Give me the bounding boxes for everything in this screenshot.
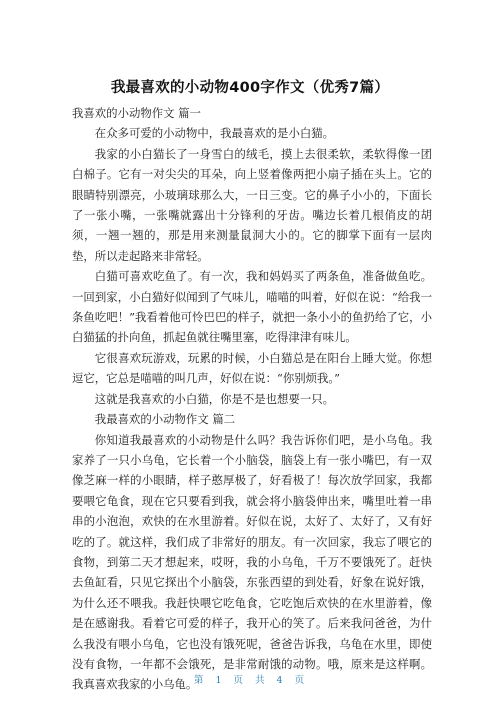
footer-label-total: 共 [255,675,267,686]
footer-current-page: 1 [215,675,224,686]
footer-label-page: 第 [193,675,206,686]
section-heading: 我喜欢的小动物作文 篇一 [72,106,201,120]
footer-total-pages: 4 [276,675,285,686]
paragraph: 你知道我最喜欢的小动物是什么吗？我告诉你们吧，是小乌龟。我家养了一只小乌龟，它长着一个小脑袋，脑袋上有一张小嘴巴，有一双像芝麻一样的小眼睛，样子憨厚极了，好看极了！每次放学回家，我都要喂它龟食，现在它只要看到我，就会将小脑袋伸出来，嘴里吐着一串串的小泡泡，欢快的在水里游着。好似在说，太好了、太好了，又有好吃的了。就这样，我们成了非常好的朋友。有一次回家，我忘了喂它的食物，到第二天才想起来，哎呀，我的小乌龟，千万不要饿死了。赶快去鱼缸看，只见它探出个小脑袋，东张西望的到处看，好象在说好饿，为什么还不喂我。我赶快喂它吃龟食，它吃饱后欢快的在水里游着，像是在感谢我。看着它可爱的样子，我开心的笑了。后来我问爸爸，为什么我没有喂小乌龟，它也没有饿死呢，爸爸告诉我，乌龟在水里，即使没有食物，一年都不会饿死，是非常耐饿的动物。哦，原来是这样啊。我真喜欢我家的小乌龟。 [72,432,432,692]
paragraph: 白猫可喜欢吃鱼了。有一次，我和妈妈买了两条鱼，准备做鱼吃。一回到家，小白猫好似闻到了气味儿，喵喵的叫着，好似在说：“给我一条鱼吃吧！”我看着他可怜巴巴的样子，就把一条小小的鱼扔给了它，小白猫猛的扑向鱼，抓起鱼就往嘴里塞，吃得津津有味儿。 [72,269,432,345]
paragraph: 它很喜欢玩游戏，玩累的时候，小白猫总是在阳台上睡大觉。你想逗它，它总是喵喵的叫几声，好似在说：“你别烦我。” [72,350,432,386]
footer-label-unit-2: 页 [294,675,307,686]
footer-label-unit: 页 [233,675,245,686]
page-footer [0,672,500,686]
paragraph: 我家的小白猫长了一身雪白的绒毛，摸上去很柔软，柔软得像一团白棉子。它有一对尖尖的耳朵，向上竖着像两把小扇子插在头上。它的眼睛特别漂亮，小玻璃球那么大，一日三变。它的鼻子小小的，下面长了一张小嘴，一张嘴就露出十分锋利的牙齿。嘴边长着几根俏皮的胡须，一翘一翘的，那是用来测量鼠洞大小的。它的脚掌下面有一层肉垫，所以走起路来非常轻。 [72,146,432,263]
document-body [72,103,432,695]
paragraph: 在众多可爱的小动物中，我最喜欢的是小白猫。 [94,126,335,141]
document-title: 我最喜欢的小动物400字作文（优秀7篇） [110,80,390,96]
section-heading: 我最喜欢的小动物作文 篇二 [94,412,236,427]
paragraph: 这就是我喜欢的小白猫，你是不是也想要一只。 [94,391,335,406]
